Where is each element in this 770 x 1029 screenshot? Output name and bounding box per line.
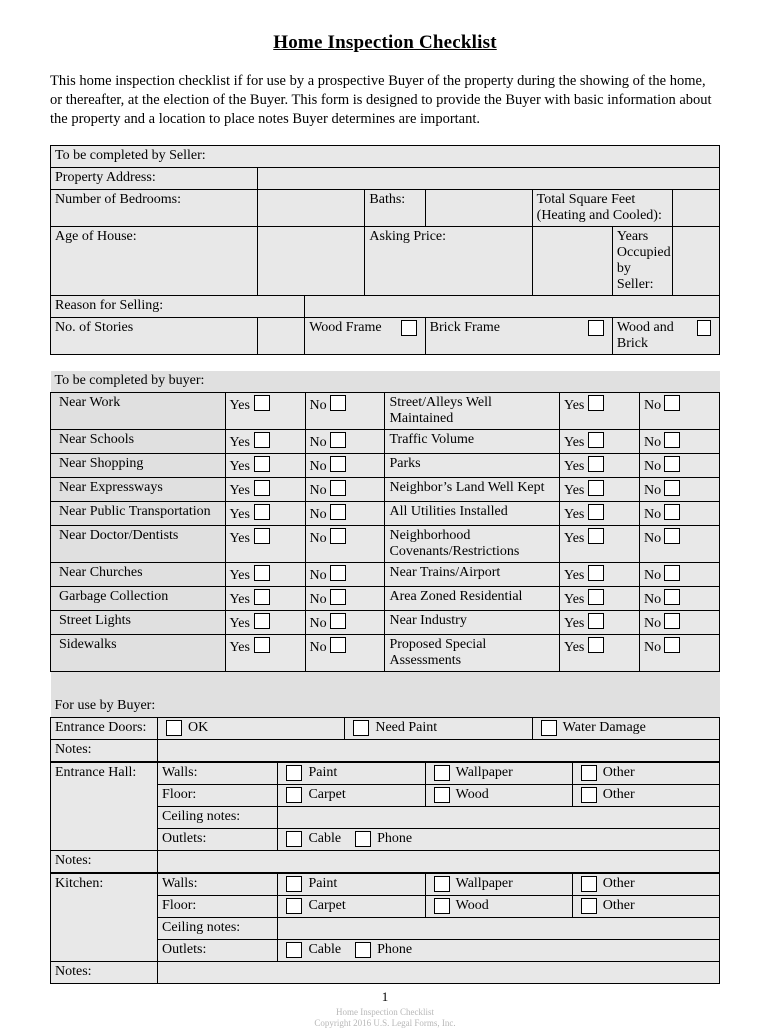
walls-wallpaper-cell <box>425 763 572 785</box>
yes-checkbox[interactable] <box>254 565 270 581</box>
wood-checkbox[interactable] <box>434 787 450 803</box>
floor-carpet-cell <box>278 785 425 807</box>
yes-label: Yes <box>229 531 250 546</box>
no-checkbox[interactable] <box>330 589 346 605</box>
buyer-yes-cell <box>225 454 305 478</box>
wood-frame-cell <box>305 318 425 355</box>
bedrooms-field[interactable] <box>258 190 365 227</box>
buyer-row-label: Near Trains/Airport <box>385 563 560 587</box>
floor-carpet-cell <box>278 896 425 918</box>
notes-field[interactable] <box>158 740 720 762</box>
buyer-no-cell <box>305 430 385 454</box>
yes-label: Yes <box>229 568 250 583</box>
phone-label: Phone <box>377 831 413 846</box>
walls-wallpaper-cell <box>425 874 572 896</box>
table-row <box>51 563 720 587</box>
paint-checkbox[interactable] <box>286 876 302 892</box>
age-field[interactable] <box>258 227 365 296</box>
need-paint-label: Need Paint <box>375 720 438 735</box>
walls-label: Walls: <box>158 763 278 785</box>
asking-price-field[interactable] <box>532 227 612 296</box>
wallpaper-label: Wallpaper <box>455 765 513 780</box>
no-checkbox[interactable] <box>664 395 680 411</box>
buyer-yes-cell <box>560 478 640 502</box>
floor-other-cell <box>572 896 719 918</box>
reason-label: Reason for Selling: <box>51 296 305 318</box>
buyer-section-table <box>50 371 720 717</box>
yes-checkbox[interactable] <box>588 589 604 605</box>
water-damage-checkbox[interactable] <box>541 720 557 736</box>
buyer-no-cell <box>639 526 719 563</box>
buyer-yes-cell <box>225 526 305 563</box>
no-checkbox[interactable] <box>330 456 346 472</box>
yes-label: Yes <box>564 398 585 413</box>
wood-and-brick-cell <box>612 318 719 355</box>
entrance-doors-table <box>50 717 720 762</box>
no-checkbox[interactable] <box>330 613 346 629</box>
asking-price-label: Asking Price: <box>365 227 532 296</box>
buyer-row-label: Near Doctor/Dentists <box>51 526 226 563</box>
walls-paint-cell <box>278 874 425 896</box>
no-checkbox[interactable] <box>664 528 680 544</box>
ceiling-notes-label: Ceiling notes: <box>158 918 278 940</box>
buyer-no-cell <box>639 611 719 635</box>
yes-label: Yes <box>564 531 585 546</box>
walls-other-cell <box>572 874 719 896</box>
yes-checkbox[interactable] <box>254 480 270 496</box>
table-row <box>51 478 720 502</box>
no-checkbox[interactable] <box>664 504 680 520</box>
sqft-label: Total Square Feet (Heating and Cooled): <box>532 190 672 227</box>
buyer-yes-cell <box>560 587 640 611</box>
table-row <box>51 587 720 611</box>
no-label: No <box>309 398 327 413</box>
buyer-row-label: All Utilities Installed <box>385 502 560 526</box>
buyer-row-label: Garbage Collection <box>51 587 226 611</box>
buyer-row-label: Parks <box>385 454 560 478</box>
buyer-yes-cell <box>225 502 305 526</box>
no-checkbox[interactable] <box>664 456 680 472</box>
buyer-row-label: Street Lights <box>51 611 226 635</box>
ok-checkbox[interactable] <box>166 720 182 736</box>
buyer-yes-cell <box>560 454 640 478</box>
yes-checkbox[interactable] <box>254 395 270 411</box>
water-damage-label: Water Damage <box>562 720 646 735</box>
no-label: No <box>643 435 662 450</box>
for-use-by-buyer-heading: For use by Buyer: <box>51 696 720 717</box>
buyer-yes-cell <box>225 430 305 454</box>
buyer-yes-cell <box>560 563 640 587</box>
yes-checkbox[interactable] <box>588 504 604 520</box>
yes-checkbox[interactable] <box>588 528 604 544</box>
paint-label: Paint <box>308 765 338 780</box>
no-checkbox[interactable] <box>330 565 346 581</box>
no-label: No <box>309 459 327 474</box>
no-label: No <box>309 640 327 655</box>
buyer-no-cell <box>305 526 385 563</box>
buyer-row-label: Proposed Special Assessments <box>385 635 560 672</box>
table-row <box>51 371 720 393</box>
no-label: No <box>309 568 327 583</box>
no-checkbox[interactable] <box>330 480 346 496</box>
no-label: No <box>643 507 662 522</box>
buyer-yes-cell <box>560 526 640 563</box>
walls-paint-cell <box>278 763 425 785</box>
buyer-yes-cell <box>225 478 305 502</box>
buyer-row-label: Neighbor’s Land Well Kept <box>385 478 560 502</box>
yes-label: Yes <box>564 592 585 607</box>
buyer-no-cell <box>639 430 719 454</box>
yes-label: Yes <box>229 616 250 631</box>
other-label: Other <box>602 765 635 780</box>
table-row <box>51 146 720 168</box>
cable-checkbox[interactable] <box>286 942 302 958</box>
table-row <box>51 740 720 762</box>
yes-label: Yes <box>564 616 585 631</box>
yes-checkbox[interactable] <box>588 456 604 472</box>
yes-label: Yes <box>564 435 585 450</box>
yes-label: Yes <box>564 568 585 583</box>
phone-label: Phone <box>377 942 413 957</box>
cable-checkbox[interactable] <box>286 831 302 847</box>
buyer-yes-cell <box>560 502 640 526</box>
buyer-no-cell <box>305 393 385 430</box>
yes-label: Yes <box>229 435 250 450</box>
footer <box>50 1007 720 1029</box>
no-label: No <box>309 616 327 631</box>
buyer-row-label: Near Schools <box>51 430 226 454</box>
brick-frame-label: Brick Frame <box>429 320 500 335</box>
no-checkbox[interactable] <box>330 504 346 520</box>
no-label: No <box>309 507 327 522</box>
buyer-row-label: Near Expressways <box>51 478 226 502</box>
no-label: No <box>309 592 327 607</box>
room-name: Entrance Hall: <box>51 763 158 851</box>
wood-frame-checkbox[interactable] <box>401 320 417 336</box>
notes-label: Notes: <box>51 962 158 984</box>
buyer-row-label: Near Churches <box>51 563 226 587</box>
reason-field[interactable] <box>305 296 720 318</box>
other-checkbox[interactable] <box>581 876 597 892</box>
buyer-no-cell <box>639 502 719 526</box>
buyer-no-cell <box>305 478 385 502</box>
wood-label: Wood <box>455 787 489 802</box>
entrance-doors-ok-cell <box>158 718 345 740</box>
outlets-cell <box>278 940 720 962</box>
yes-checkbox[interactable] <box>254 637 270 653</box>
buyer-row-label: Street/Alleys Well Maintained <box>385 393 560 430</box>
seller-section-table <box>50 145 720 355</box>
no-label: No <box>643 592 662 607</box>
buyer-yes-cell <box>560 635 640 672</box>
yes-label: Yes <box>564 507 585 522</box>
stories-label: No. of Stories <box>51 318 258 355</box>
buyer-yes-cell <box>560 430 640 454</box>
wallpaper-label: Wallpaper <box>455 876 513 891</box>
buyer-no-cell <box>639 393 719 430</box>
wood-label: Wood <box>455 898 489 913</box>
table-row <box>51 318 720 355</box>
outlets-label: Outlets: <box>158 829 278 851</box>
footer-copyright: Copyright 2016 U.S. Legal Forms, Inc. <box>314 1018 456 1028</box>
bedrooms-label: Number of Bedrooms: <box>51 190 258 227</box>
age-label: Age of House: <box>51 227 258 296</box>
buyer-row-label: Neighborhood Covenants/Restrictions <box>385 526 560 563</box>
buyer-row-label: Near Industry <box>385 611 560 635</box>
table-row <box>51 502 720 526</box>
wood-and-brick-checkbox[interactable] <box>697 320 711 336</box>
table-row <box>51 611 720 635</box>
table-row <box>51 672 720 697</box>
buyer-no-cell <box>639 478 719 502</box>
years-occupied-field[interactable] <box>673 227 720 296</box>
need-paint-checkbox[interactable] <box>353 720 369 736</box>
no-label: No <box>643 531 662 546</box>
yes-label: Yes <box>229 592 250 607</box>
table-row <box>51 962 720 984</box>
page-title: Home Inspection Checklist <box>273 32 497 53</box>
seller-heading: To be completed by Seller: <box>51 146 720 168</box>
cable-label: Cable <box>308 942 342 957</box>
carpet-label: Carpet <box>308 787 346 802</box>
other-label: Other <box>602 876 635 891</box>
brick-frame-checkbox[interactable] <box>588 320 604 336</box>
buyer-yes-cell <box>560 611 640 635</box>
no-label: No <box>643 616 662 631</box>
yes-label: Yes <box>229 483 250 498</box>
carpet-checkbox[interactable] <box>286 787 302 803</box>
floor-other-cell <box>572 785 719 807</box>
buyer-no-cell <box>305 635 385 672</box>
table-row <box>51 190 720 227</box>
wallpaper-checkbox[interactable] <box>434 876 450 892</box>
buyer-no-cell <box>305 611 385 635</box>
wood-checkbox[interactable] <box>434 898 450 914</box>
yes-checkbox[interactable] <box>254 528 270 544</box>
outlets-label: Outlets: <box>158 940 278 962</box>
yes-checkbox[interactable] <box>588 480 604 496</box>
walls-label: Walls: <box>158 874 278 896</box>
table-row <box>51 526 720 563</box>
buyer-row-label: Near Work <box>51 393 226 430</box>
property-address-field[interactable] <box>258 168 720 190</box>
yes-label: Yes <box>229 398 250 413</box>
other-label: Other <box>602 898 635 913</box>
yes-label: Yes <box>564 459 585 474</box>
paint-label: Paint <box>308 876 338 891</box>
yes-checkbox[interactable] <box>588 565 604 581</box>
buyer-row-label: Area Zoned Residential <box>385 587 560 611</box>
buyer-heading: To be completed by buyer: <box>51 371 720 393</box>
yes-label: Yes <box>229 459 250 474</box>
no-checkbox[interactable] <box>330 432 346 448</box>
no-label: No <box>309 531 327 546</box>
buyer-no-cell <box>639 587 719 611</box>
baths-label: Baths: <box>365 190 425 227</box>
no-checkbox[interactable] <box>664 637 680 653</box>
no-checkbox[interactable] <box>664 480 680 496</box>
buyer-no-cell <box>639 635 719 672</box>
yes-checkbox[interactable] <box>254 613 270 629</box>
no-checkbox[interactable] <box>330 395 346 411</box>
wallpaper-checkbox[interactable] <box>434 765 450 781</box>
phone-checkbox[interactable] <box>355 831 371 847</box>
notes-field[interactable] <box>158 851 720 873</box>
spacer-cell <box>51 672 720 697</box>
kitchen-table <box>50 873 720 984</box>
yes-checkbox[interactable] <box>588 395 604 411</box>
sqft-field[interactable] <box>673 190 720 227</box>
buyer-row-label: Near Public Transportation <box>51 502 226 526</box>
footer-title: Home Inspection Checklist <box>336 1007 434 1017</box>
buyer-yes-cell <box>225 587 305 611</box>
yes-checkbox[interactable] <box>588 432 604 448</box>
no-checkbox[interactable] <box>664 589 680 605</box>
years-occupied-label: Years Occupied by Seller: <box>612 227 672 296</box>
entrance-doors-label: Entrance Doors: <box>51 718 158 740</box>
page-number: 1 <box>381 989 389 1004</box>
yes-label: Yes <box>229 640 250 655</box>
ceiling-notes-field[interactable] <box>278 918 720 940</box>
table-row <box>51 635 720 672</box>
cable-label: Cable <box>308 831 342 846</box>
floor-label: Floor: <box>158 785 278 807</box>
yes-checkbox[interactable] <box>254 504 270 520</box>
table-row <box>51 393 720 430</box>
buyer-row-label: Sidewalks <box>51 635 226 672</box>
no-label: No <box>309 435 327 450</box>
buyer-row-label: Traffic Volume <box>385 430 560 454</box>
buyer-no-cell <box>305 502 385 526</box>
brick-frame-cell <box>425 318 612 355</box>
notes-label: Notes: <box>51 851 158 873</box>
buyer-yes-cell <box>560 393 640 430</box>
ceiling-notes-label: Ceiling notes: <box>158 807 278 829</box>
no-label: No <box>309 483 327 498</box>
yes-label: Yes <box>229 507 250 522</box>
room-name: Kitchen: <box>51 874 158 962</box>
buyer-yes-cell <box>225 635 305 672</box>
no-label: No <box>643 459 662 474</box>
entrance-doors-need-paint-cell <box>345 718 532 740</box>
table-row <box>51 874 720 896</box>
wood-and-brick-label: Wood and Brick <box>616 320 674 351</box>
no-label: No <box>643 568 662 583</box>
other-checkbox[interactable] <box>581 765 597 781</box>
outlets-cell <box>278 829 720 851</box>
table-row <box>51 696 720 717</box>
table-row <box>51 763 720 785</box>
table-row <box>51 454 720 478</box>
notes-field[interactable] <box>158 962 720 984</box>
stories-field[interactable] <box>258 318 305 355</box>
walls-other-cell <box>572 763 719 785</box>
buyer-no-cell <box>639 563 719 587</box>
floor-wood-cell <box>425 785 572 807</box>
table-row <box>51 168 720 190</box>
other-checkbox[interactable] <box>581 787 597 803</box>
carpet-label: Carpet <box>308 898 346 913</box>
entrance-hall-table <box>50 762 720 873</box>
buyer-row-label: Near Shopping <box>51 454 226 478</box>
yes-checkbox[interactable] <box>254 589 270 605</box>
wood-frame-label: Wood Frame <box>309 320 382 335</box>
other-label: Other <box>602 787 635 802</box>
floor-label: Floor: <box>158 896 278 918</box>
ok-label: OK <box>188 720 209 735</box>
table-row <box>51 227 720 296</box>
table-row <box>51 851 720 873</box>
buyer-yes-cell <box>225 563 305 587</box>
buyer-no-cell <box>305 454 385 478</box>
no-checkbox[interactable] <box>330 637 346 653</box>
property-address-label: Property Address: <box>51 168 258 190</box>
no-checkbox[interactable] <box>664 432 680 448</box>
buyer-yes-cell <box>225 393 305 430</box>
no-checkbox[interactable] <box>664 565 680 581</box>
floor-wood-cell <box>425 896 572 918</box>
yes-checkbox[interactable] <box>588 637 604 653</box>
carpet-checkbox[interactable] <box>286 898 302 914</box>
buyer-no-cell <box>305 587 385 611</box>
table-row <box>51 430 720 454</box>
entrance-doors-water-damage-cell <box>532 718 719 740</box>
phone-checkbox[interactable] <box>355 942 371 958</box>
buyer-yes-cell <box>225 611 305 635</box>
no-label: No <box>643 398 662 413</box>
ceiling-notes-field[interactable] <box>278 807 720 829</box>
buyer-no-cell <box>639 454 719 478</box>
yes-checkbox[interactable] <box>254 456 270 472</box>
no-checkbox[interactable] <box>330 528 346 544</box>
notes-label: Notes: <box>51 740 158 762</box>
table-row <box>51 718 720 740</box>
no-label: No <box>643 483 662 498</box>
paint-checkbox[interactable] <box>286 765 302 781</box>
table-row <box>51 296 720 318</box>
yes-checkbox[interactable] <box>588 613 604 629</box>
other-checkbox[interactable] <box>581 898 597 914</box>
buyer-no-cell <box>305 563 385 587</box>
baths-field[interactable] <box>425 190 532 227</box>
no-label: No <box>643 640 662 655</box>
yes-label: Yes <box>564 483 585 498</box>
intro-paragraph: This home inspection checklist if for use by a prospective Buyer of the property during the showing of the home, or thereafter, at the election of the Buyer. This form is designed to provide the Buyer with basic information about the property and a location to place notes Buyer determines are important. <box>50 73 712 127</box>
no-checkbox[interactable] <box>664 613 680 629</box>
yes-checkbox[interactable] <box>254 432 270 448</box>
yes-label: Yes <box>564 640 585 655</box>
